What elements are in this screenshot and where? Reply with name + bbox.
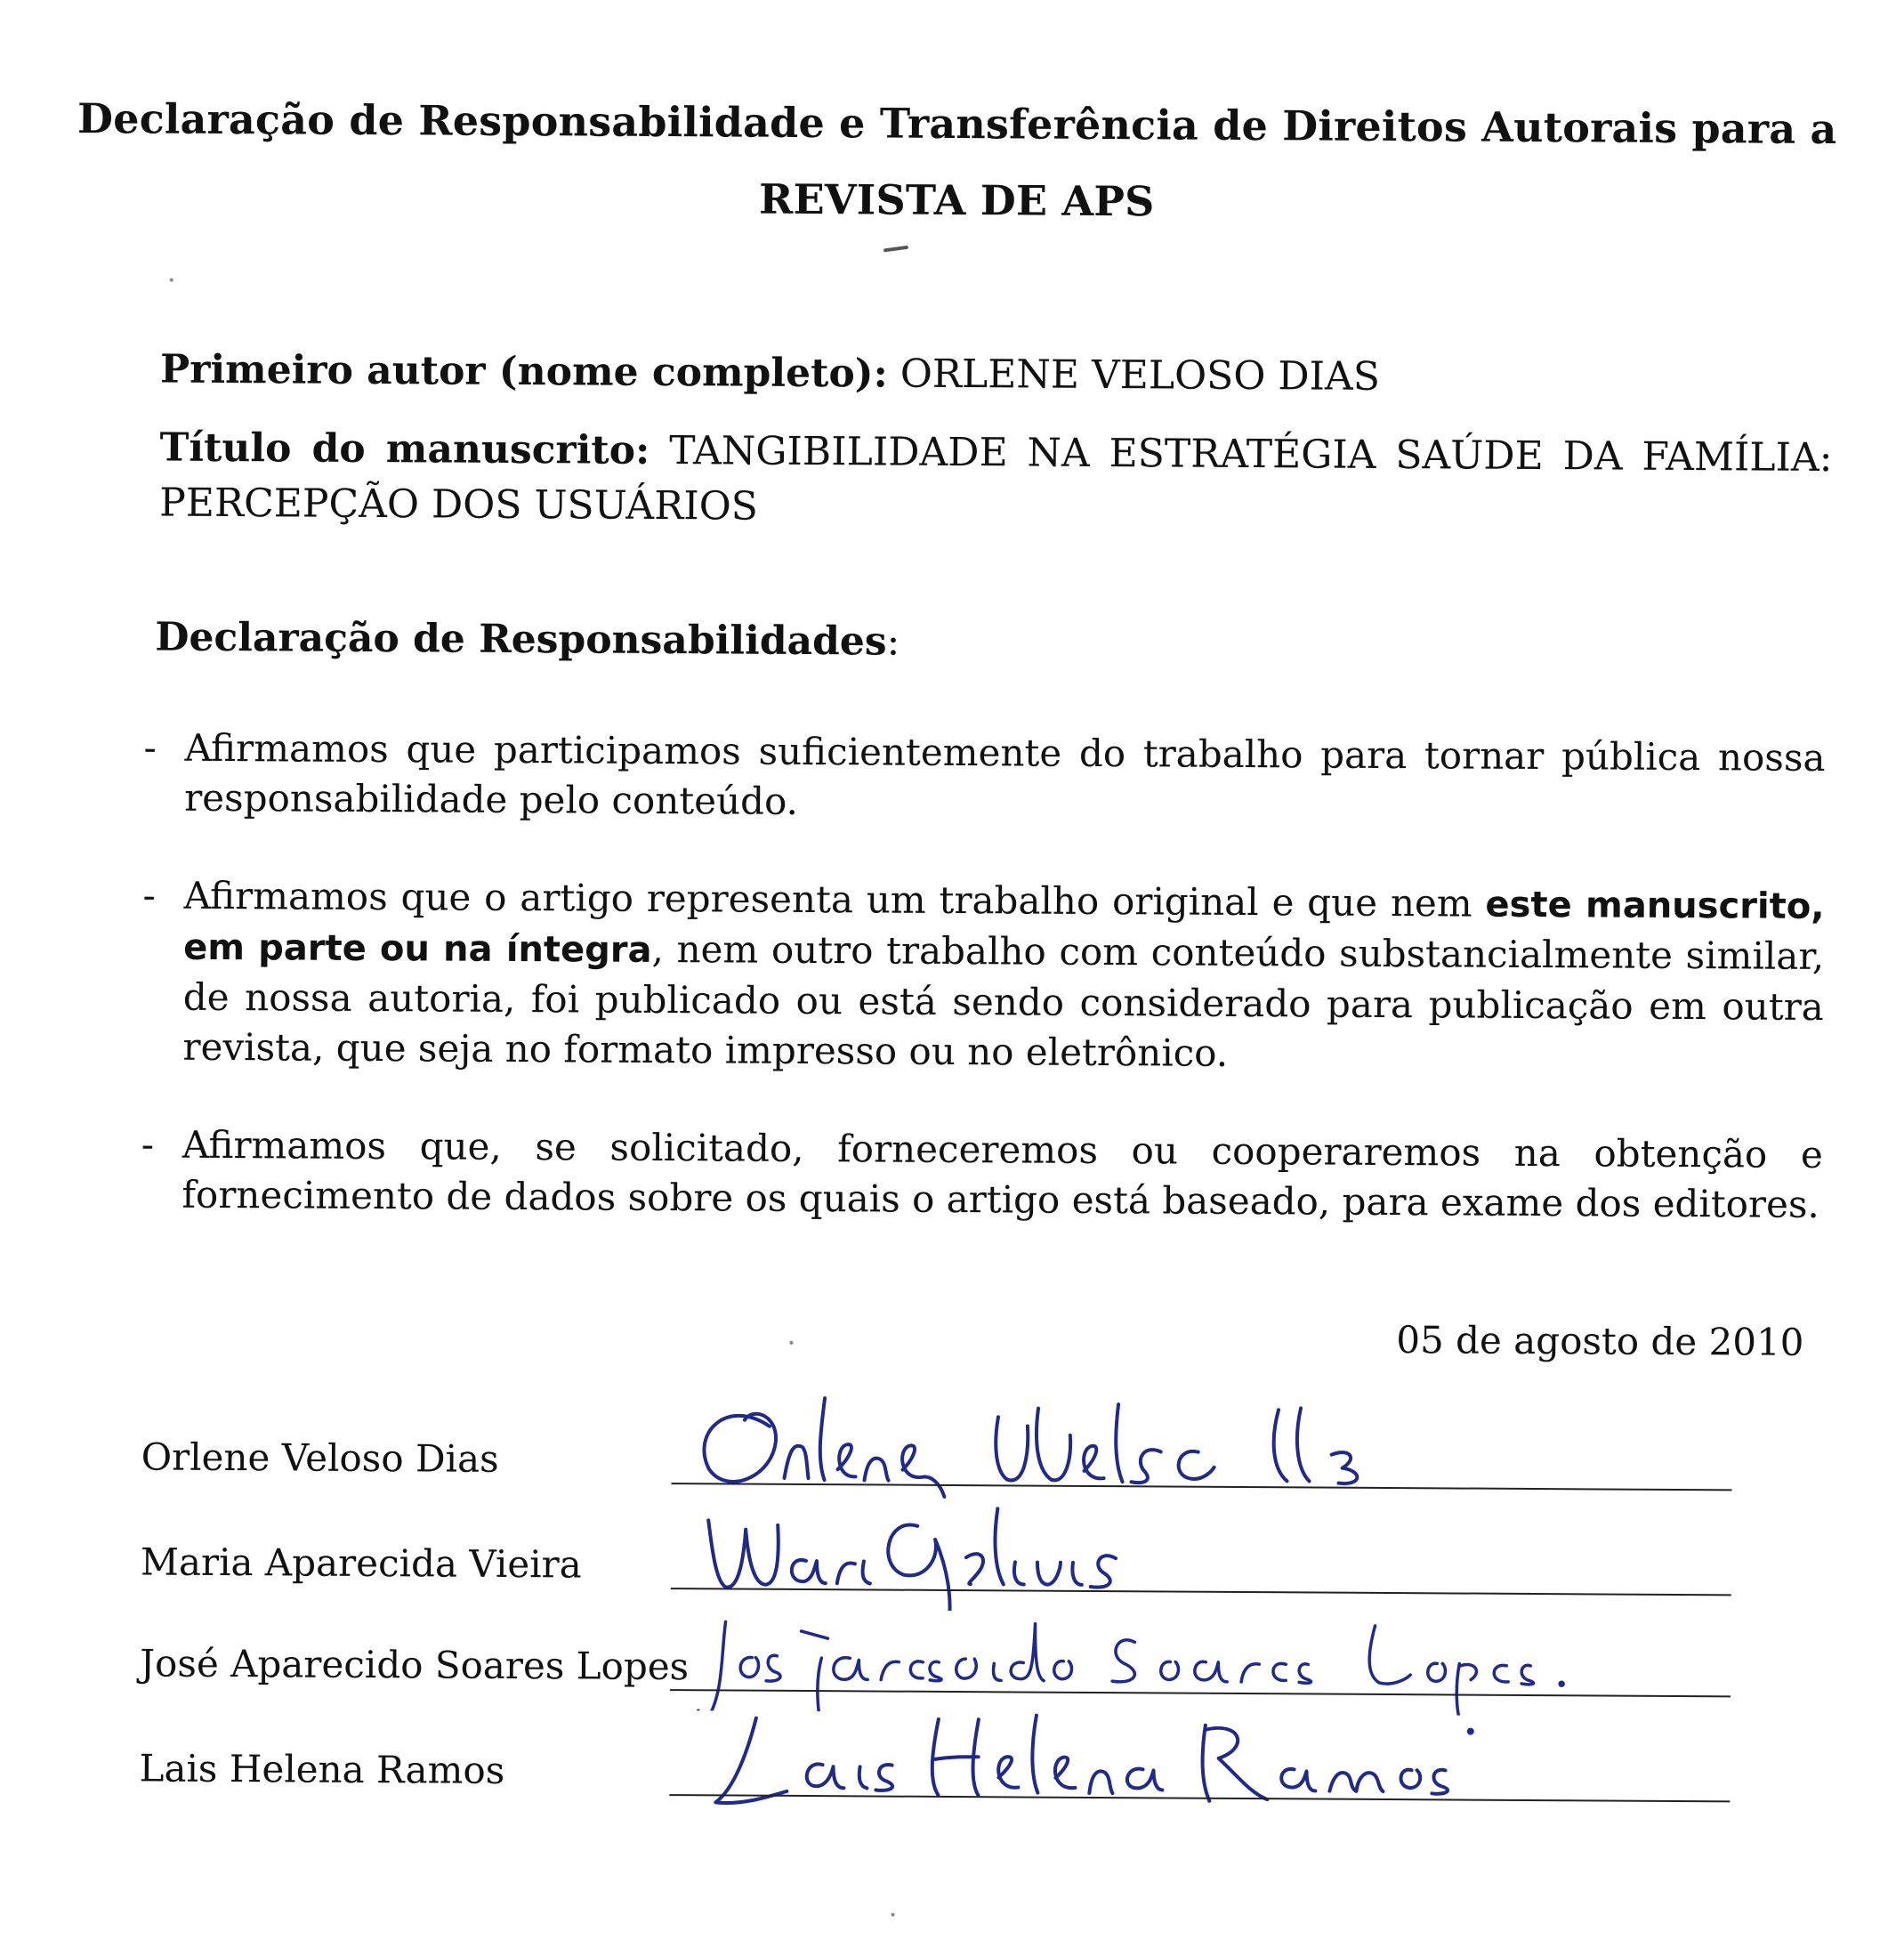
responsibility-text-emphasis: este manuscrito, em parte ou na íntegra [183, 884, 1825, 971]
responsibilities-heading-label: Declaração de Responsabilidades [155, 614, 887, 665]
declaration-date: 05 de agosto de 2010 [1396, 1318, 1804, 1364]
responsibility-item [141, 1119, 1823, 1230]
responsibility-text [182, 871, 1824, 1082]
signatory-name: Lais Helena Ramos [139, 1746, 505, 1792]
scan-speck [891, 1913, 895, 1917]
first-author-label: Primeiro autor (nome completo): [159, 346, 888, 397]
manuscript-title-field [159, 421, 1833, 541]
bullet-dash: - [142, 873, 156, 917]
responsibility-item [141, 870, 1824, 1082]
manuscript-title-value: TANGIBILIDADE NA ESTRATÉGIA SAÚDE DA FAMÍLIA: PERCEPÇÃO DOS USUÁRIOS [159, 428, 1833, 529]
journal-name: REVISTA DE APS [758, 174, 1155, 226]
first-author-field [160, 343, 1833, 408]
scan-speck [170, 279, 173, 282]
first-author-value: ORLENE VELOSO DIAS [900, 351, 1381, 400]
responsibility-text-start: Afirmamos que o artigo representa um trabalho original e que nem [183, 873, 1486, 925]
scan-mark [883, 246, 908, 253]
responsibility-item [143, 723, 1826, 833]
scan-speck [789, 1341, 793, 1345]
responsibility-text: Afirmamos que participamos suficientemente do trabalho para tornar pública nossa responsabilidade pelo conteúdo. [184, 725, 1826, 823]
bullet-dash: - [143, 725, 157, 770]
responsibilities-heading [155, 615, 900, 665]
handwritten-signature [671, 1691, 1650, 1822]
signatory-name: José Aparecido Soares Lopes [140, 1641, 690, 1689]
signatory-name: Maria Aparecida Vieira [140, 1540, 582, 1587]
bullet-dash: - [141, 1122, 155, 1167]
responsibility-text: Afirmamos que, se solicitado, forneceremos ou cooperaremos na obtenção e fornecimento de dados sobre os quais o artigo está baseado, para exame dos editores. [182, 1122, 1823, 1226]
signatory-name: Orlene Veloso Dias [141, 1435, 499, 1481]
manuscript-title-label: Título do manuscrito: [159, 424, 650, 473]
responsibility-text-end: , nem outro trabalho com conteúdo substancialmente similar, de nossa autoria, foi publicado ou está sendo considerado para publicação em outra revista, que seja no formato impresso ou no eletrônico. [182, 926, 1825, 1075]
responsibilities-heading-colon: : [886, 618, 900, 665]
document-title: Declaração de Responsabilidade e Transferência de Direitos Autorais para a [77, 93, 1837, 154]
signature-row [0, 1713, 1900, 1823]
